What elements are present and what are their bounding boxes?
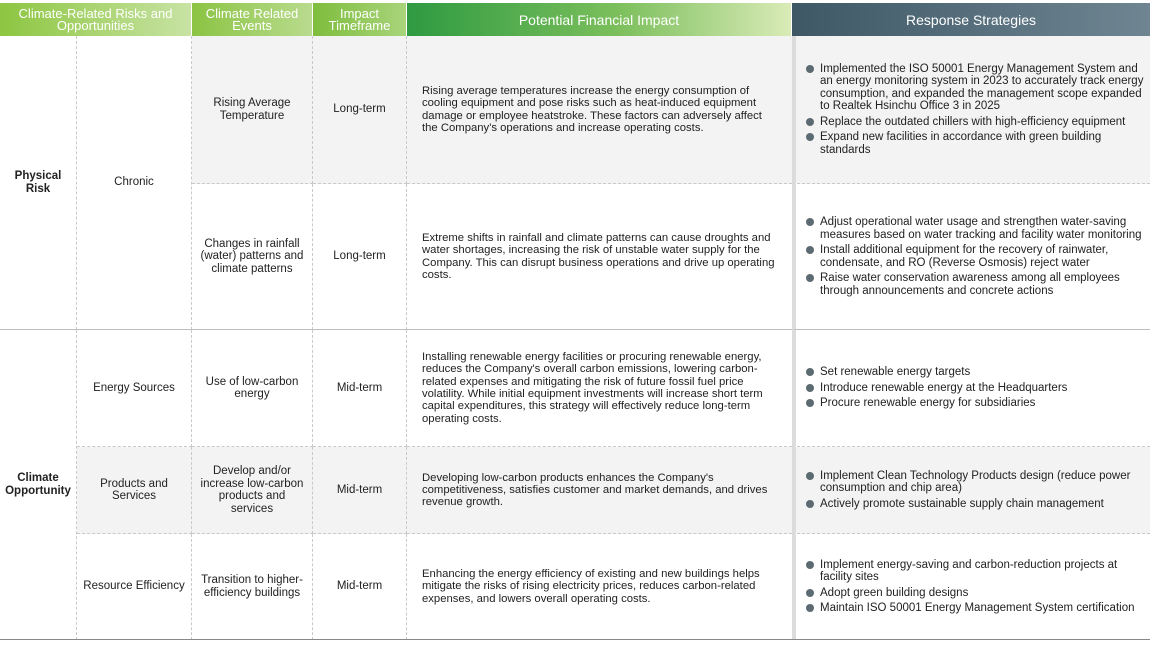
timeframe-cell: Long-term: [313, 36, 407, 184]
strategy-item: [806, 587, 1144, 600]
strategy-item: [806, 366, 1144, 379]
strategies-cell: [792, 330, 1150, 447]
timeframe-cell: Mid-term: [313, 447, 407, 534]
strategy-text: Set renewable energy targets: [820, 366, 971, 379]
bullet-icon: [806, 604, 814, 612]
strategy-text: Implement Clean Technology Products design (reduce power consumption and chip area): [820, 469, 1131, 495]
impact-cell: Developing low-carbon products enhances the Company's competitiveness, satisfies customer and market demands, and drives revenue growth.: [407, 447, 792, 534]
strategy-item: [806, 116, 1144, 129]
strategy-text: Adjust operational water usage and strengthen water-saving measures based on water tracking and facility water monitoring: [820, 216, 1142, 241]
bullet-icon: [806, 384, 814, 392]
category-climate-opportunity: Climate Opportunity: [0, 330, 77, 640]
impact-cell: Installing renewable energy facilities or procuring renewable energy, reduces the Company's overall carbon emissions, lowering carbon-related expenses and mitigating the risk of future fossil fuel price volatility. While initial equipment investments will increase short term capital expenditures, this strategy will effectively reduce long-term operating costs.: [407, 330, 792, 447]
subcategory-energy-sources: Energy Sources: [77, 330, 192, 447]
category-physical-risk: Physical Risk: [0, 36, 77, 330]
strategy-text: Install additional equipment for the recovery of rainwater, condensate, and RO (Reverse Osmosis) reject water: [820, 244, 1109, 269]
strategy-item: [806, 244, 1144, 269]
event-cell: Use of low-carbon energy: [192, 330, 313, 447]
strategy-list: [806, 363, 1144, 413]
strategy-item: [806, 63, 1144, 113]
subcategory-resource-efficiency: Resource Efficiency: [77, 534, 192, 640]
strategy-list: [806, 467, 1144, 514]
header-events: Climate Related Events: [192, 3, 313, 36]
timeframe-cell: Mid-term: [313, 330, 407, 447]
impact-cell: Extreme shifts in rainfall and climate patterns can cause droughts and water shortages, increasing the risk of unstable water supply for the Company. This can disrupt business operations and drive up operating costs.: [407, 184, 792, 330]
bullet-icon: [806, 368, 814, 376]
bullet-icon: [806, 589, 814, 597]
bullet-icon: [806, 399, 814, 407]
strategy-item: [806, 559, 1144, 584]
strategy-item: [806, 397, 1144, 410]
bullet-icon: [806, 65, 814, 73]
event-cell: Rising Average Temperature: [192, 36, 313, 184]
strategies-cell: [792, 534, 1150, 640]
strategy-item: [806, 216, 1144, 241]
header-response-strategies: Response Strategies: [792, 3, 1150, 36]
strategy-list: [806, 60, 1144, 160]
header-risks-opportunities: Climate-Related Risks and Opportunities: [0, 3, 192, 36]
event-cell: Develop and/or increase low-carbon products and services: [192, 447, 313, 534]
impact-cell: Enhancing the energy efficiency of existing and new buildings helps mitigate the risks of rising electricity prices, reduces carbon-related expenses, and lowers overall operating costs.: [407, 534, 792, 640]
subcategory-chronic: Chronic: [77, 36, 192, 330]
strategy-list: [806, 213, 1144, 300]
bullet-icon: [806, 118, 814, 126]
event-cell: Transition to higher-efficiency buildings: [192, 534, 313, 640]
strategy-text: Adopt green building designs: [820, 586, 969, 599]
strategy-text: Expand new facilities in accordance with green building standards: [820, 131, 1102, 156]
climate-risk-table: [0, 3, 1150, 640]
subcategory-products-services: Products and Services: [77, 447, 192, 534]
bullet-icon: [806, 246, 814, 254]
header-financial-impact: Potential Financial Impact: [407, 3, 792, 36]
strategy-item: [806, 131, 1144, 156]
event-cell: Changes in rainfall (water) patterns and climate patterns: [192, 184, 313, 330]
bullet-icon: [806, 218, 814, 226]
impact-cell: Rising average temperatures increase the energy consumption of cooling equipment and pose risks such as heat-induced equipment damage or employee heatstroke. These factors can adversely affect the Company's operations and increase operating costs.: [407, 36, 792, 184]
bullet-icon: [806, 274, 814, 282]
strategy-item: [806, 272, 1144, 297]
table-bottom-rule: [0, 639, 1150, 640]
strategy-text: Maintain ISO 50001 Energy Management System certification: [820, 602, 1135, 614]
strategy-text: Introduce renewable energy at the Headquarters: [820, 381, 1068, 394]
strategy-item: [806, 470, 1144, 495]
strategy-text: Raise water conservation awareness among all employees through announcements and concrete actions: [820, 272, 1120, 297]
strategies-cell: [792, 447, 1150, 534]
strategy-text: Replace the outdated chillers with high-efficiency equipment: [820, 115, 1126, 128]
bullet-icon: [806, 472, 814, 480]
strategy-item: [806, 382, 1144, 395]
strategy-item: [806, 498, 1144, 511]
strategy-text: Procure renewable energy for subsidiaries: [820, 397, 1036, 410]
bullet-icon: [806, 133, 814, 141]
bullet-icon: [806, 561, 814, 569]
strategy-text: Implement energy-saving and carbon-reduction projects at facility sites: [820, 558, 1118, 583]
timeframe-cell: Mid-term: [313, 534, 407, 640]
strategies-cell: [792, 36, 1150, 184]
strategies-cell: [792, 184, 1150, 330]
strategy-list: [806, 556, 1144, 618]
strategy-text: Implemented the ISO 50001 Energy Management System and an energy monitoring system in 2023 to accurately track energy consumption, and expanded the management scope expanded to Realtek Hsinchu Office 3 in 2025: [820, 62, 1144, 113]
bullet-icon: [806, 500, 814, 508]
header-timeframe: Impact Timeframe: [313, 3, 407, 36]
strategy-item: [806, 602, 1144, 615]
strategy-text: Actively promote sustainable supply chain management: [820, 497, 1104, 510]
timeframe-cell: Long-term: [313, 184, 407, 330]
